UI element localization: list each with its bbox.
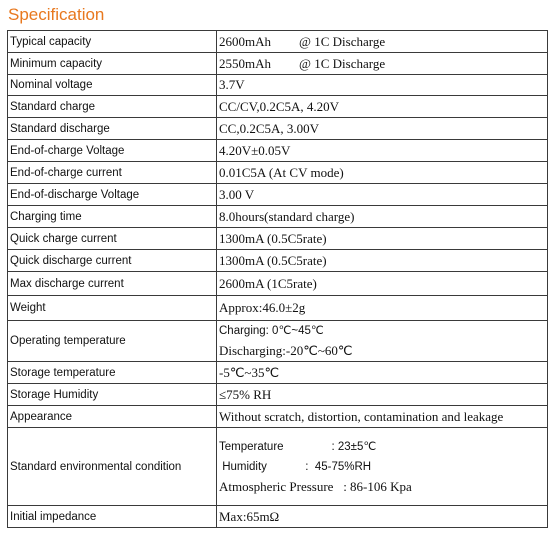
row-label: Standard environmental condition [8, 428, 217, 506]
table-row [8, 184, 548, 206]
row-value [217, 31, 548, 53]
row-value [217, 428, 548, 506]
discharging-temperature: Discharging:-20℃~60℃ [219, 343, 353, 358]
table-row [8, 206, 548, 228]
specification-table [7, 30, 548, 528]
row-label: End-of-discharge Voltage [8, 184, 217, 206]
row-value: 1300mA (0.5C5rate) [217, 228, 548, 250]
table-row [8, 31, 548, 53]
row-label: End-of-charge current [8, 162, 217, 184]
row-value: Approx:46.0±2g [217, 296, 548, 321]
table-row [8, 96, 548, 118]
row-value: 1300mA (0.5C5rate) [217, 250, 548, 272]
capacity-value: 2550mAh [219, 55, 271, 71]
row-value: ≤75% RH [217, 384, 548, 406]
row-label: Appearance [8, 406, 217, 428]
row-value: 4.20V±0.05V [217, 140, 548, 162]
row-value: Max:65mΩ [217, 506, 548, 528]
table-row [8, 140, 548, 162]
row-label: Minimum capacity [8, 53, 217, 75]
table-row [8, 384, 548, 406]
table-row [8, 75, 548, 96]
table-row [8, 428, 548, 506]
row-label: Weight [8, 296, 217, 321]
row-label: Initial impedance [8, 506, 217, 528]
environment-pressure: Atmospheric Pressure : 86-106 Kpa [219, 478, 412, 494]
page-title: Specification [8, 5, 105, 24]
row-value: CC/CV,0.2C5A, 4.20V [217, 96, 548, 118]
table-row [8, 272, 548, 296]
row-label: Typical capacity [8, 31, 217, 53]
row-value [217, 321, 548, 362]
table-row [8, 406, 548, 428]
table-row [8, 506, 548, 528]
row-value: CC,0.2C5A, 3.00V [217, 118, 548, 140]
table-row [8, 228, 548, 250]
row-value: 2600mA (1C5rate) [217, 272, 548, 296]
row-label: Operating temperature [8, 321, 217, 362]
table-row [8, 53, 548, 75]
table-row [8, 162, 548, 184]
table-row [8, 362, 548, 384]
row-label: Charging time [8, 206, 217, 228]
row-label: Standard discharge [8, 118, 217, 140]
capacity-note: @ 1C Discharge [299, 33, 386, 49]
table-row [8, 250, 548, 272]
row-value: 8.0hours(standard charge) [217, 206, 548, 228]
table-row [8, 296, 548, 321]
charging-temperature: Charging: 0℃~45℃ [219, 325, 324, 337]
row-value [217, 53, 548, 75]
row-label: Max discharge current [8, 272, 217, 296]
capacity-note: @ 1C Discharge [299, 55, 386, 71]
row-value: 3.7V [217, 75, 548, 96]
row-value: 0.01C5A (At CV mode) [217, 162, 548, 184]
table-row [8, 321, 548, 362]
row-value: -5℃~35℃ [217, 362, 548, 384]
row-label: Storage temperature [8, 362, 217, 384]
environment-temperature: Temperature : 23±5℃ [219, 440, 377, 453]
row-label: Quick discharge current [8, 250, 217, 272]
environment-humidity: Humidity : 45-75%RH [219, 460, 372, 473]
row-value: Without scratch, distortion, contamination and leakage [217, 406, 548, 428]
row-value: 3.00 V [217, 184, 548, 206]
capacity-value: 2600mAh [219, 33, 271, 49]
row-label: Standard charge [8, 96, 217, 118]
row-label: End-of-charge Voltage [8, 140, 217, 162]
row-label: Storage Humidity [8, 384, 217, 406]
table-row [8, 118, 548, 140]
row-label: Quick charge current [8, 228, 217, 250]
row-label: Nominal voltage [8, 75, 217, 96]
